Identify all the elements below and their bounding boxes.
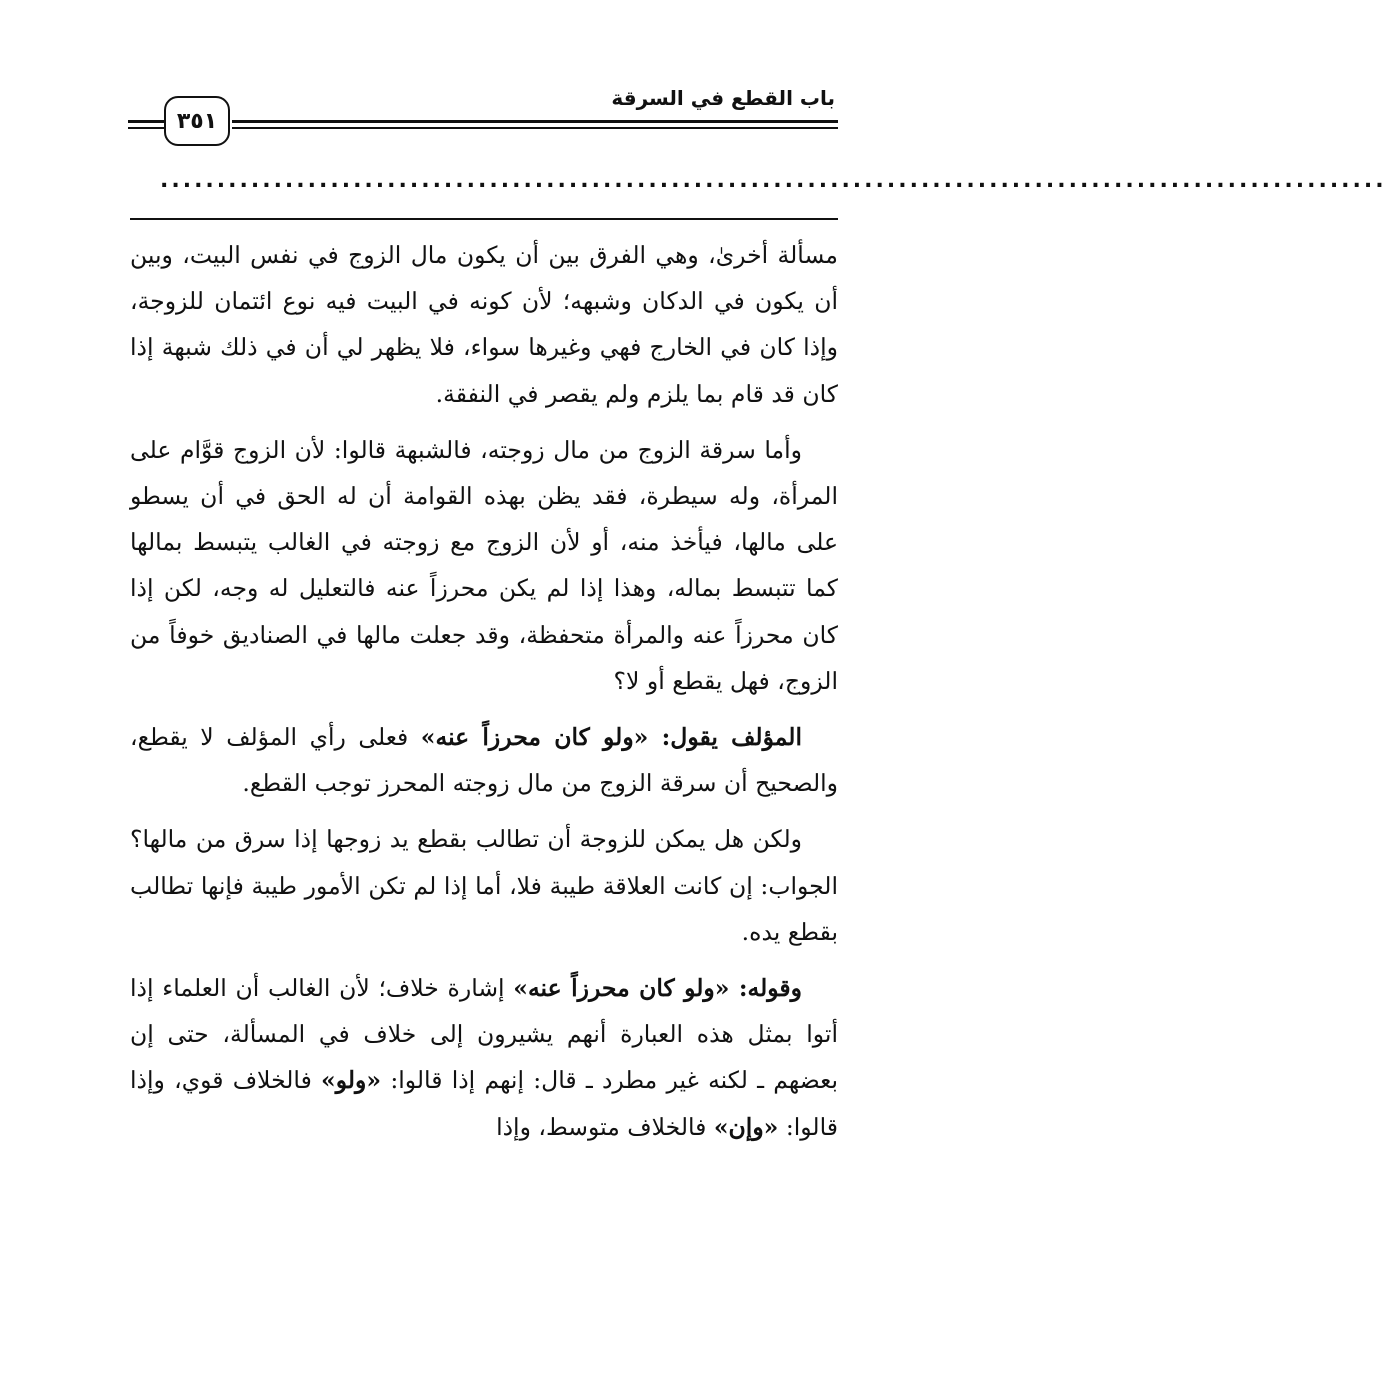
body-text — [130, 232, 838, 1150]
paragraph-1 — [130, 232, 838, 417]
header-rule-bottom — [232, 127, 838, 129]
paragraph-2 — [130, 427, 838, 704]
header-rule-left-top — [128, 120, 164, 123]
header-rule-left-bottom — [128, 127, 164, 129]
paragraph-5-text-3: فالخلاف متوسط، وإذا — [496, 1112, 714, 1141]
paragraph-5-bold-3: «وإن» — [713, 1112, 779, 1141]
paragraph-3-text: فعلى رأي المؤلف لا يقطع، والصحيح أن سرقة الزوج من مال زوجته المحرز توجب القطع. — [130, 723, 838, 798]
paragraph-1-text: مسألة أخرىٰ، وهي الفرق بين أن يكون مال الزوج في نفس البيت، وبين أن يكون في الدكان وشبهه؛ لأن كونه في البيت فيه نوع ائتمان للزوجة، وإذا كان في الخارج فهي وغيرها سواء، فلا يظهر لي أن في ذلك شبهة إذا كان قد قام بما يلزم ولم يقصر في النفقة. — [130, 241, 838, 408]
paragraph-5-text: إشارة خلاف؛ لأن الغالب أن العلماء إذا أتوا بمثل هذه العبارة أنهم يشيرون إلى خلاف في المسألة، حتى إن بعضهم ـ لكنه غير مطرد ـ قال: إنهم إذا قالوا: — [130, 974, 838, 1095]
page-number: ٣٥١ — [164, 96, 230, 146]
paragraph-2-text: وأما سرقة الزوج من مال زوجته، فالشبهة قالوا: لأن الزوج قوَّام على المرأة، وله سيطرة، فقد يظن بهذه القوامة أن له الحق في أن يسطو على مالها، فيأخذ منه، أو لأن الزوج مع زوجته في الغالب يتبسط بمالها كما تتبسط بماله، وهذا إذا لم يكن محرزاً عنه فالتعليل له وجه، لكن إذا كان محرزاً عنه والمرأة متحفظة، وقد جعلت مالها في الصناديق خوفاً من الزوج، فهل يقطع أو لا؟ — [130, 435, 838, 695]
header-rule-top — [232, 120, 838, 123]
omission-dots: ............................................................................................................ — [160, 168, 1387, 193]
running-title: باب القطع في السرقة — [611, 86, 835, 110]
paragraph-3-bold: المؤلف يقول: «ولو كان محرزاً عنه» — [420, 723, 802, 752]
paragraph-4-text: ولكن هل يمكن للزوجة أن تطالب بقطع يد زوجها إذا سرق من مالها؟ الجواب: إن كانت العلاقة طيبة فلا، أما إذا لم تكن الأمور طيبة فإنها تطالب بقطع يده. — [130, 825, 838, 946]
paragraph-5-bold: وقوله: «ولو كان محرزاً عنه» — [513, 974, 802, 1003]
paragraph-3 — [130, 714, 838, 806]
paragraph-4 — [130, 816, 838, 955]
separator-rule — [130, 218, 838, 220]
paragraph-5-text-2: فالخلاف قوي، وإذا قالوا: — [130, 1066, 838, 1141]
paragraph-5 — [130, 965, 838, 1150]
paragraph-5-bold-2: «ولو» — [321, 1066, 382, 1095]
